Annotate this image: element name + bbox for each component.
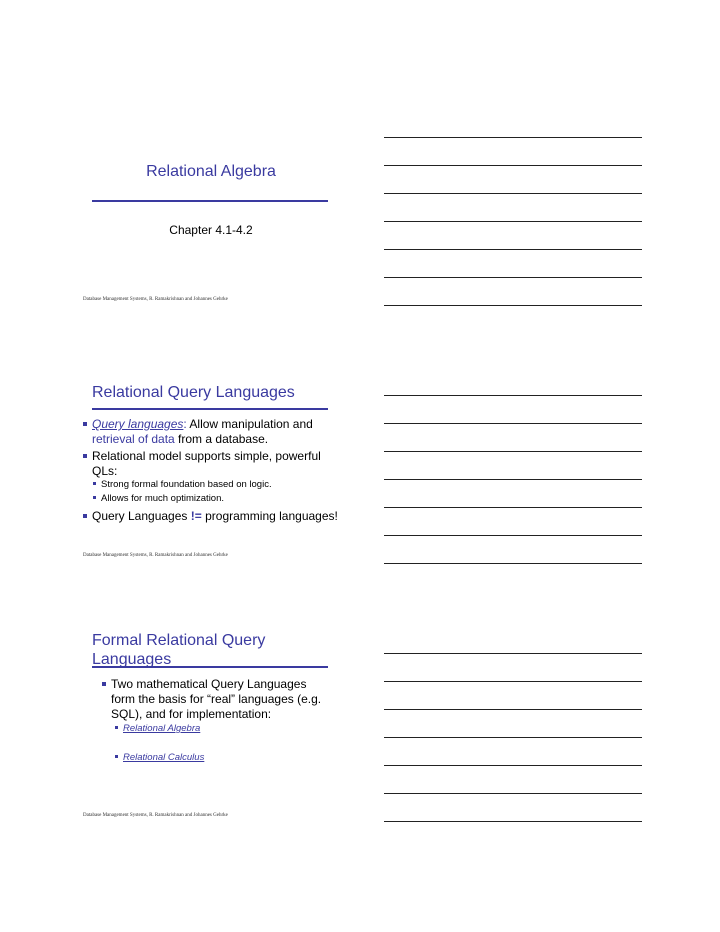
notes-line	[384, 681, 642, 682]
slide-title: Relational Query Languages	[92, 384, 295, 401]
relational-algebra-link: Relational Algebra	[123, 723, 201, 734]
notes-line	[384, 793, 642, 794]
bullet-square-icon	[102, 682, 106, 686]
sub-bullet-item: Allows for much optimization.	[93, 493, 224, 505]
bullet-item-continued: SQL), and for implementation:	[111, 707, 272, 721]
slide-footer: Database Management Systems, R. Ramakrishnan and Johannes Gehrke	[83, 813, 228, 818]
notes-line	[384, 451, 642, 452]
notes-line	[384, 653, 642, 654]
bullet-item-continued: retrieval of data from a database.	[92, 432, 269, 446]
bullet-item: Relational model supports simple, powerful	[83, 449, 321, 464]
notes-line	[384, 305, 642, 306]
slide-2	[80, 380, 342, 565]
sub-bullet-square-icon	[93, 496, 96, 499]
notes-line	[384, 507, 642, 508]
title-rule	[92, 408, 328, 410]
slide-1	[80, 150, 342, 320]
notes-line	[384, 765, 642, 766]
sub-bullet-item	[115, 752, 204, 764]
title-rule	[92, 666, 328, 668]
sub-bullet-square-icon	[115, 726, 118, 729]
slide-subtitle: Chapter 4.1-4.2	[169, 223, 253, 237]
title-rule	[92, 200, 328, 202]
notes-line	[384, 395, 642, 396]
bullet-item: Query languages: Allow manipulation and	[83, 417, 313, 432]
bullet-square-icon	[83, 514, 87, 518]
notes-line	[384, 193, 642, 194]
sub-bullet-item: Strong formal foundation based on logic.	[93, 479, 272, 491]
not-equal-operator: !=	[190, 509, 202, 523]
term-link: Query languages	[92, 417, 184, 431]
slide-footer: Database Management Systems, R. Ramakrishnan and Johannes Gehrke	[83, 553, 228, 558]
notes-line	[384, 821, 642, 822]
slide-footer: Database Management Systems, R. Ramakrishnan and Johannes Gehrke	[83, 297, 228, 302]
bullet-square-icon	[83, 422, 87, 426]
notes-line	[384, 277, 642, 278]
notes-line	[384, 165, 642, 166]
notes-line	[384, 709, 642, 710]
slide-title-line-2: Languages	[92, 651, 172, 668]
notes-line	[384, 423, 642, 424]
bullet-square-icon	[83, 454, 87, 458]
bullet-item-continued: form the basis for “real” languages (e.g.	[111, 692, 322, 706]
notes-line	[384, 737, 642, 738]
notes-line	[384, 249, 642, 250]
notes-line	[384, 563, 642, 564]
slide-3	[80, 628, 342, 823]
sub-bullet-item	[115, 723, 200, 735]
notes-line	[384, 221, 642, 222]
slide-title-line-1: Formal Relational Query	[92, 632, 266, 649]
bullet-item: Query Languages != programming languages!	[83, 509, 338, 524]
bullet-item-continued: QLs:	[92, 464, 118, 478]
relational-calculus-link: Relational Calculus	[123, 752, 205, 763]
sub-bullet-square-icon	[115, 755, 118, 758]
slide-title: Relational Algebra	[146, 163, 276, 180]
notes-line	[384, 479, 642, 480]
notes-line	[384, 535, 642, 536]
bullet-item: Two mathematical Query Languages	[102, 677, 306, 692]
sub-bullet-square-icon	[93, 482, 96, 485]
notes-line	[384, 137, 642, 138]
